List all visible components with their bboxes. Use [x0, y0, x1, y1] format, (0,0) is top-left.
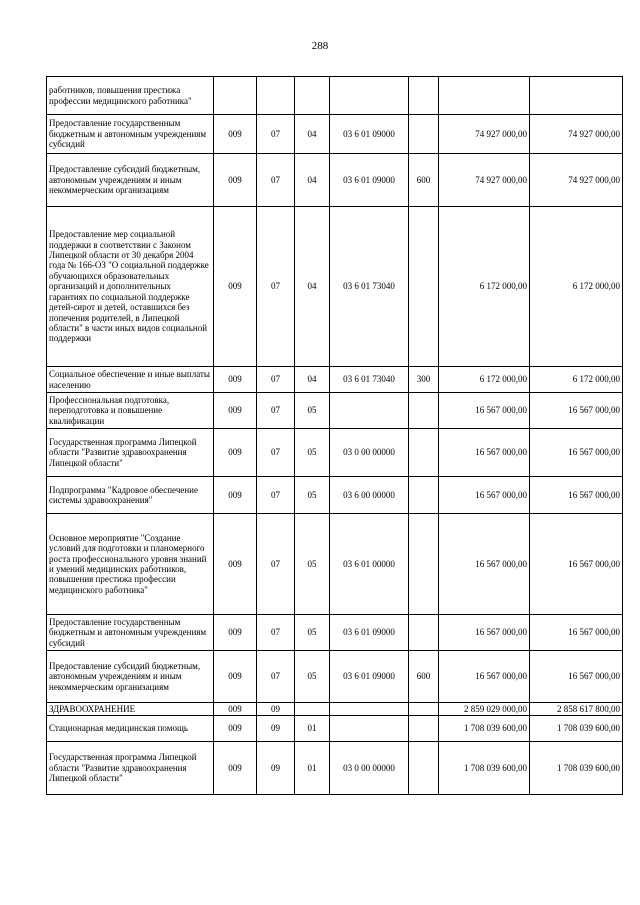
cell-name: Предоставление государственным бюджетным и автономным учреждениям субсидий: [47, 115, 214, 154]
cell-amount-1: 16 567 000,00: [439, 429, 530, 477]
cell-target-article: [330, 703, 409, 716]
cell-subsection: 04: [295, 115, 330, 154]
cell-section: 07: [257, 615, 295, 651]
cell-expense-type: [409, 615, 439, 651]
table-row: [47, 154, 623, 207]
table-row: [47, 716, 623, 742]
cell-target-article: 03 6 01 73040: [330, 207, 409, 367]
cell-amount-1: 1 708 039 600,00: [439, 716, 530, 742]
cell-subsection: 01: [295, 716, 330, 742]
cell-amount-1: 16 567 000,00: [439, 477, 530, 514]
cell-section: 07: [257, 429, 295, 477]
cell-target-article: 03 0 00 00000: [330, 742, 409, 795]
table-row: [47, 77, 623, 115]
table-row: [47, 207, 623, 367]
cell-name: Предоставление государственным бюджетным и автономным учреждениям субсидий: [47, 615, 214, 651]
cell-amount-2: 16 567 000,00: [530, 514, 623, 615]
cell-amount-2: 1 708 039 600,00: [530, 742, 623, 795]
cell-section: 07: [257, 367, 295, 393]
cell-amount-2: [530, 77, 623, 115]
cell-section: [257, 77, 295, 115]
cell-section: 09: [257, 742, 295, 795]
cell-amount-1: [439, 77, 530, 115]
cell-name: Стационарная медицинская помощь: [47, 716, 214, 742]
cell-target-article: 03 6 01 09000: [330, 615, 409, 651]
cell-target-article: 03 6 01 73040: [330, 367, 409, 393]
cell-expense-type: 300: [409, 367, 439, 393]
cell-expense-type: [409, 393, 439, 429]
cell-expense-type: [409, 77, 439, 115]
cell-section: 07: [257, 207, 295, 367]
cell-target-article: 03 6 01 09000: [330, 115, 409, 154]
cell-grbs: 009: [214, 154, 257, 207]
cell-amount-1: 1 708 039 600,00: [439, 742, 530, 795]
cell-target-article: 03 6 01 09000: [330, 154, 409, 207]
cell-subsection: 05: [295, 514, 330, 615]
cell-grbs: 009: [214, 742, 257, 795]
cell-subsection: 05: [295, 651, 330, 703]
cell-section: 07: [257, 154, 295, 207]
cell-grbs: 009: [214, 367, 257, 393]
cell-subsection: 04: [295, 207, 330, 367]
cell-section: 07: [257, 477, 295, 514]
cell-grbs: 009: [214, 703, 257, 716]
budget-table: [46, 76, 623, 795]
cell-grbs: 009: [214, 615, 257, 651]
cell-expense-type: [409, 716, 439, 742]
cell-amount-2: 2 858 617 800,00: [530, 703, 623, 716]
cell-amount-2: 6 172 000,00: [530, 207, 623, 367]
cell-subsection: 05: [295, 429, 330, 477]
cell-amount-2: 1 708 039 600,00: [530, 716, 623, 742]
cell-grbs: 009: [214, 477, 257, 514]
cell-grbs: 009: [214, 716, 257, 742]
cell-name: ЗДРАВООХРАНЕНИЕ: [47, 703, 214, 716]
cell-amount-2: 74 927 000,00: [530, 115, 623, 154]
cell-section: 07: [257, 514, 295, 615]
cell-section: 07: [257, 393, 295, 429]
table-row: [47, 514, 623, 615]
cell-grbs: 009: [214, 514, 257, 615]
cell-name: Профессиональная подготовка, переподготовка и повышение квалификации: [47, 393, 214, 429]
cell-target-article: [330, 393, 409, 429]
cell-target-article: [330, 77, 409, 115]
cell-target-article: 03 6 00 00000: [330, 477, 409, 514]
cell-amount-2: 16 567 000,00: [530, 477, 623, 514]
table-row: [47, 703, 623, 716]
cell-amount-2: 16 567 000,00: [530, 393, 623, 429]
cell-amount-1: 74 927 000,00: [439, 154, 530, 207]
cell-name: Основное мероприятие "Создание условий для подготовки и планомерного роста профессионального уровня знаний и умений медицинских работников, повышения престижа профессии медицинского работника": [47, 514, 214, 615]
cell-target-article: 03 6 01 09000: [330, 651, 409, 703]
cell-grbs: 009: [214, 651, 257, 703]
cell-amount-2: 16 567 000,00: [530, 615, 623, 651]
cell-target-article: [330, 716, 409, 742]
cell-expense-type: [409, 514, 439, 615]
cell-amount-1: 6 172 000,00: [439, 367, 530, 393]
cell-target-article: 03 0 00 00000: [330, 429, 409, 477]
cell-expense-type: [409, 429, 439, 477]
cell-amount-2: 16 567 000,00: [530, 429, 623, 477]
cell-amount-1: 2 859 029 000,00: [439, 703, 530, 716]
cell-expense-type: [409, 207, 439, 367]
cell-expense-type: [409, 115, 439, 154]
cell-name: работников, повышения престижа профессии медицинского работника": [47, 77, 214, 115]
cell-amount-1: 16 567 000,00: [439, 651, 530, 703]
table-row: [47, 477, 623, 514]
page-number: 288: [311, 40, 329, 52]
cell-grbs: [214, 77, 257, 115]
cell-expense-type: [409, 477, 439, 514]
cell-expense-type: 600: [409, 651, 439, 703]
cell-subsection: 05: [295, 477, 330, 514]
cell-name: Государственная программа Липецкой области "Развитие здравоохранения Липецкой области": [47, 429, 214, 477]
cell-amount-1: 6 172 000,00: [439, 207, 530, 367]
cell-section: 07: [257, 651, 295, 703]
table-row: [47, 115, 623, 154]
cell-expense-type: 600: [409, 154, 439, 207]
cell-amount-1: 16 567 000,00: [439, 615, 530, 651]
cell-name: Предоставление субсидий бюджетным, автономным учреждениям и иным некоммерческим организациям: [47, 154, 214, 207]
cell-name: Предоставление субсидий бюджетным, автономным учреждениям и иным некоммерческим организациям: [47, 651, 214, 703]
cell-expense-type: [409, 703, 439, 716]
cell-amount-2: 6 172 000,00: [530, 367, 623, 393]
cell-grbs: 009: [214, 393, 257, 429]
cell-subsection: 04: [295, 154, 330, 207]
cell-name: Предоставление мер социальной поддержки в соответствии с Законом Липецкой области от 30 декабря 2004 года № 166-ОЗ "О социальной поддержке обучающихся образовательных организаций и дополнительных гарантиях по социальной поддержке детей-сирот и детей, оставшихся без попечения родителей, в Липецкой области" в части иных видов социальной поддержки: [47, 207, 214, 367]
cell-target-article: 03 6 01 00000: [330, 514, 409, 615]
cell-amount-1: 74 927 000,00: [439, 115, 530, 154]
cell-name: Социальное обеспечение и иные выплаты населению: [47, 367, 214, 393]
cell-name: Подпрограмма "Кадровое обеспечение системы здравоохранения": [47, 477, 214, 514]
table-row: [47, 393, 623, 429]
cell-subsection: [295, 77, 330, 115]
cell-section: 09: [257, 703, 295, 716]
table-row: [47, 429, 623, 477]
cell-amount-1: 16 567 000,00: [439, 514, 530, 615]
cell-expense-type: [409, 742, 439, 795]
table-row: [47, 615, 623, 651]
cell-amount-2: 74 927 000,00: [530, 154, 623, 207]
cell-subsection: 05: [295, 393, 330, 429]
cell-grbs: 009: [214, 115, 257, 154]
cell-grbs: 009: [214, 207, 257, 367]
cell-amount-1: 16 567 000,00: [439, 393, 530, 429]
cell-section: 07: [257, 115, 295, 154]
cell-section: 09: [257, 716, 295, 742]
cell-amount-2: 16 567 000,00: [530, 651, 623, 703]
cell-subsection: 01: [295, 742, 330, 795]
table-row: [47, 742, 623, 795]
cell-subsection: 05: [295, 615, 330, 651]
cell-subsection: [295, 703, 330, 716]
cell-grbs: 009: [214, 429, 257, 477]
table-row: [47, 651, 623, 703]
cell-subsection: 04: [295, 367, 330, 393]
table-row: [47, 367, 623, 393]
cell-name: Государственная программа Липецкой области "Развитие здравоохранения Липецкой области": [47, 742, 214, 795]
